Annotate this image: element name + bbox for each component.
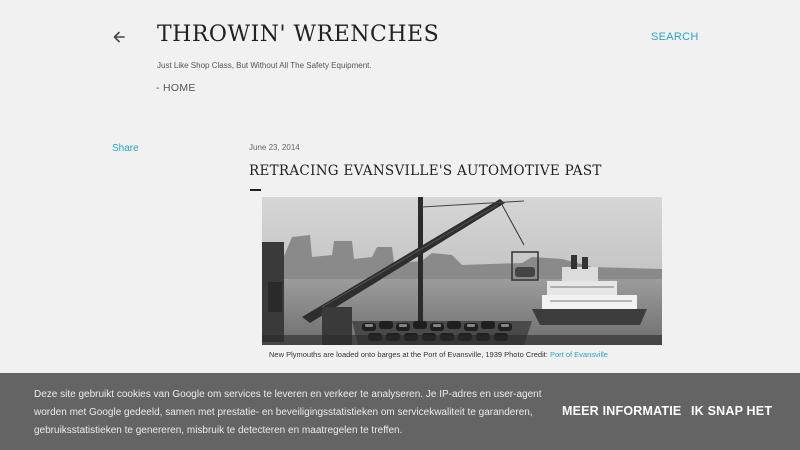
post-title[interactable]: RETRACING EVANSVILLE'S AUTOMOTIVE PAST (249, 163, 602, 179)
post-date: June 23, 2014 (249, 143, 300, 152)
accept-cookies-button[interactable]: IK SNAP HET (691, 404, 773, 418)
post-photo[interactable] (262, 197, 662, 345)
more-info-button[interactable]: MEER INFORMATIE (562, 404, 682, 418)
arrow-left-icon (112, 30, 126, 44)
search-button[interactable]: SEARCH (651, 31, 699, 43)
photo-credit-link[interactable]: Port of Evansville (550, 350, 608, 359)
site-tagline: Just Like Shop Class, But Without All The Safety Equipment. (157, 61, 372, 70)
photo-caption (269, 350, 608, 359)
caption-text: New Plymouths are loaded onto barges at the Port of Evansville, 1939 Photo Credit: (269, 350, 550, 359)
title-divider (250, 189, 261, 191)
back-button[interactable] (108, 26, 130, 48)
nav-home-link[interactable]: - HOME (156, 82, 196, 94)
barge-loading-photo (262, 197, 662, 345)
site-title[interactable]: THROWIN' WRENCHES (157, 22, 440, 47)
share-button[interactable]: Share (112, 143, 139, 154)
cookie-banner (0, 373, 800, 450)
cookie-notice-text: Deze site gebruikt cookies van Google om services te leveren en verkeer te analyseren. Je IP-adres en user-agent worden met Google gedeeld, samen met prestatie- en beveiligingsstatistieken om servicekwaliteit te garanderen, gebruiksstatistieken te genereren, misbruik te detecteren en maatregelen te treffen. (34, 389, 542, 436)
